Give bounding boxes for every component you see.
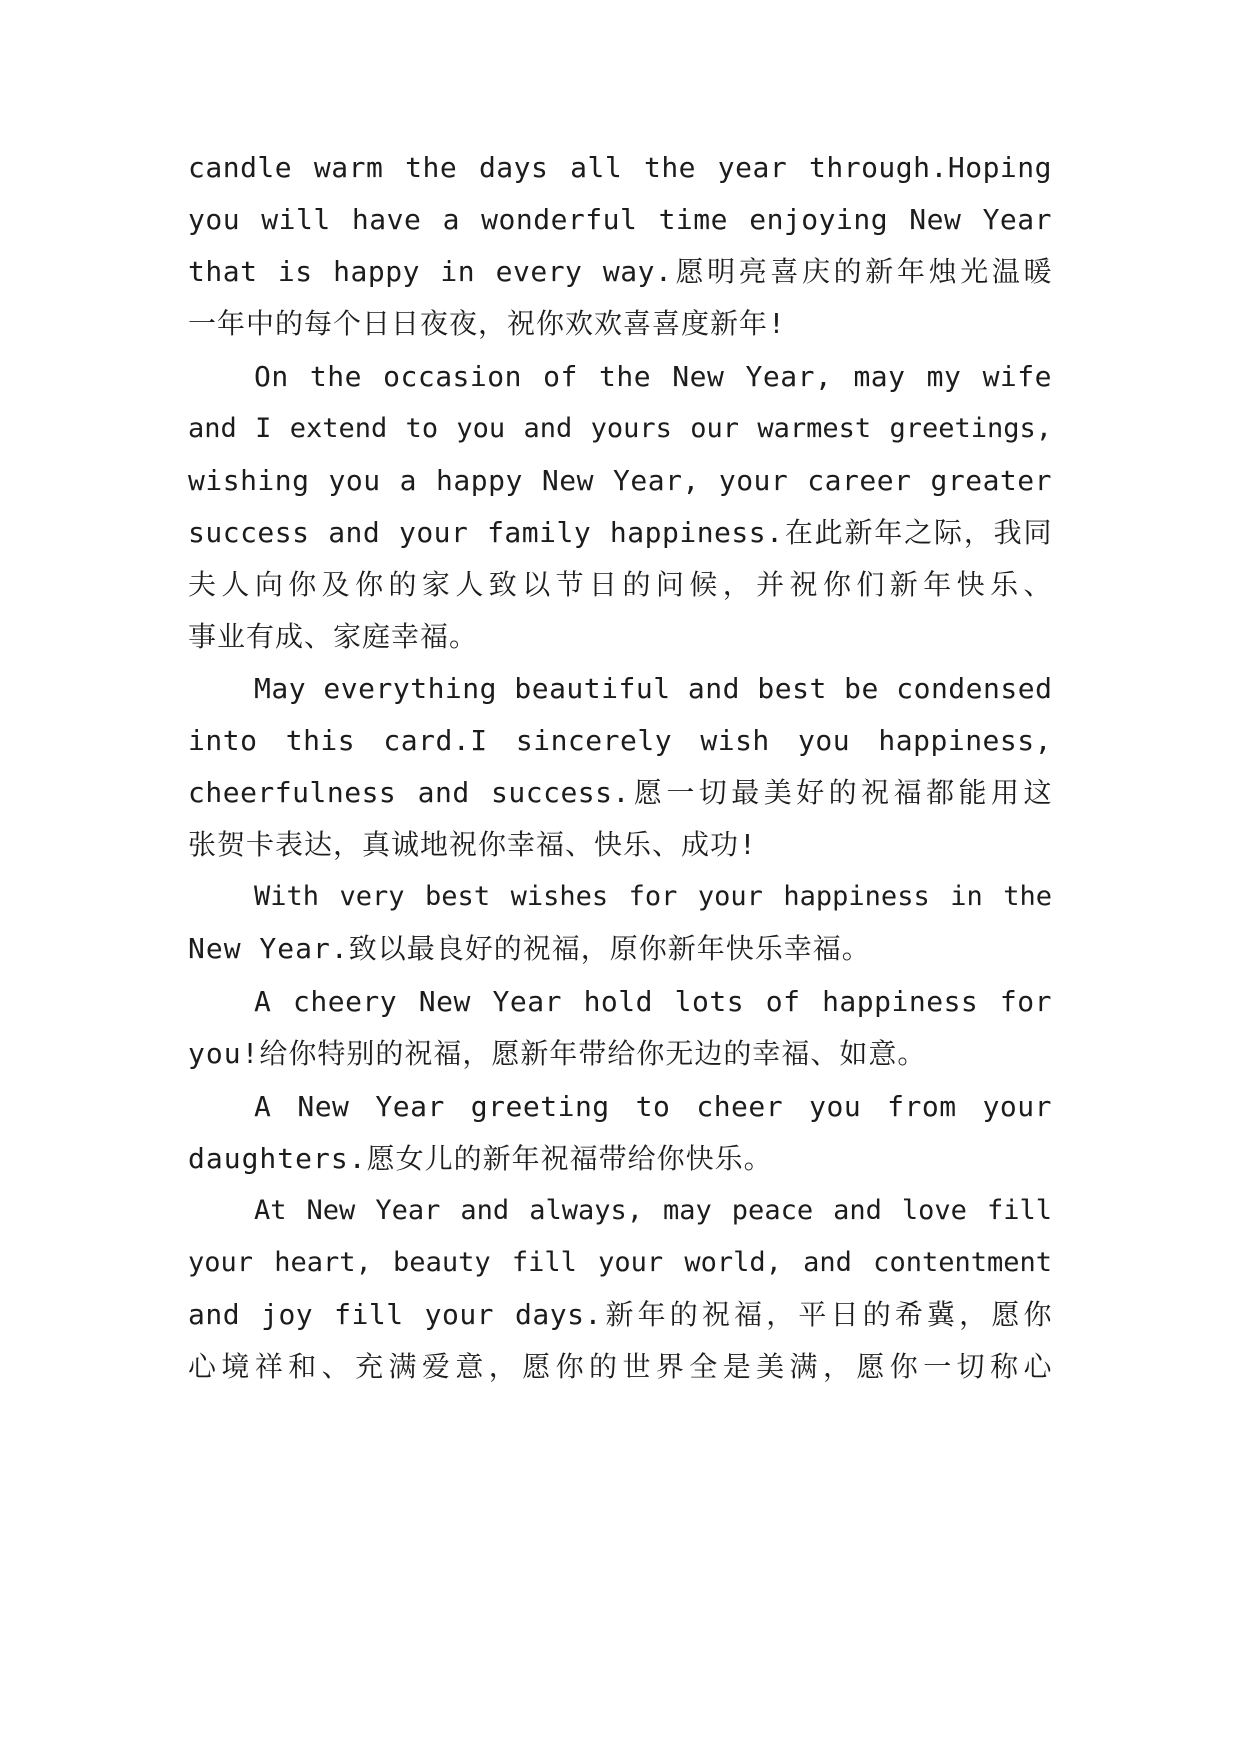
text-line: and joy fill your days.新年的祝福，平日的希冀，愿你: [188, 1298, 1052, 1331]
text-line: 张贺卡表达，真诚地祝你幸福、快乐、成功!: [188, 828, 757, 861]
text-line: daughters.愿女儿的新年祝福带给你快乐。: [188, 1142, 773, 1175]
text-line: wishing you a happy New Year, your career greater: [188, 464, 1052, 497]
text-line: On the occasion of the New Year, may my wife: [254, 360, 1052, 393]
text-line: With very best wishes for your happiness in the: [254, 881, 1052, 912]
text-line: A cheery New Year hold lots of happiness for: [254, 985, 1052, 1018]
text-line: your heart, beauty fill your world, and contentment: [188, 1247, 1052, 1278]
text-line: that is happy in every way.愿明亮喜庆的新年烛光温暖: [188, 255, 1052, 288]
text-line: New Year.致以最良好的祝福，原你新年快乐幸福。: [188, 932, 871, 965]
text-line: 一年中的每个日日夜夜，祝你欢欢喜喜度新年!: [188, 307, 786, 340]
text-line: 夫人向你及你的家人致以节日的问候，并祝你们新年快乐、: [188, 568, 1052, 601]
text-line: 事业有成、家庭幸福。: [188, 620, 479, 653]
text-line: candle warm the days all the year through.Hoping: [188, 151, 1052, 184]
text-line: A New Year greeting to cheer you from your: [254, 1090, 1052, 1123]
text-line: and I extend to you and yours our warmest greetings,: [188, 413, 1052, 444]
text-line: At New Year and always, may peace and love fill: [254, 1195, 1052, 1226]
text-line: May everything beautiful and best be condensed: [254, 672, 1053, 705]
text-line: success and your family happiness.在此新年之际，我同: [188, 516, 1052, 549]
text-line: 心境祥和、充满爱意，愿你的世界全是美满，愿你一切称心: [188, 1350, 1052, 1383]
text-line: cheerfulness and success.愿一切最美好的祝福都能用这: [188, 776, 1052, 809]
text-line: you will have a wonderful time enjoying New Year: [188, 203, 1052, 236]
text-line: into this card.I sincerely wish you happiness,: [188, 724, 1052, 757]
text-line: you!给你特别的祝福，愿新年带给你无边的幸福、如意。: [188, 1037, 927, 1070]
